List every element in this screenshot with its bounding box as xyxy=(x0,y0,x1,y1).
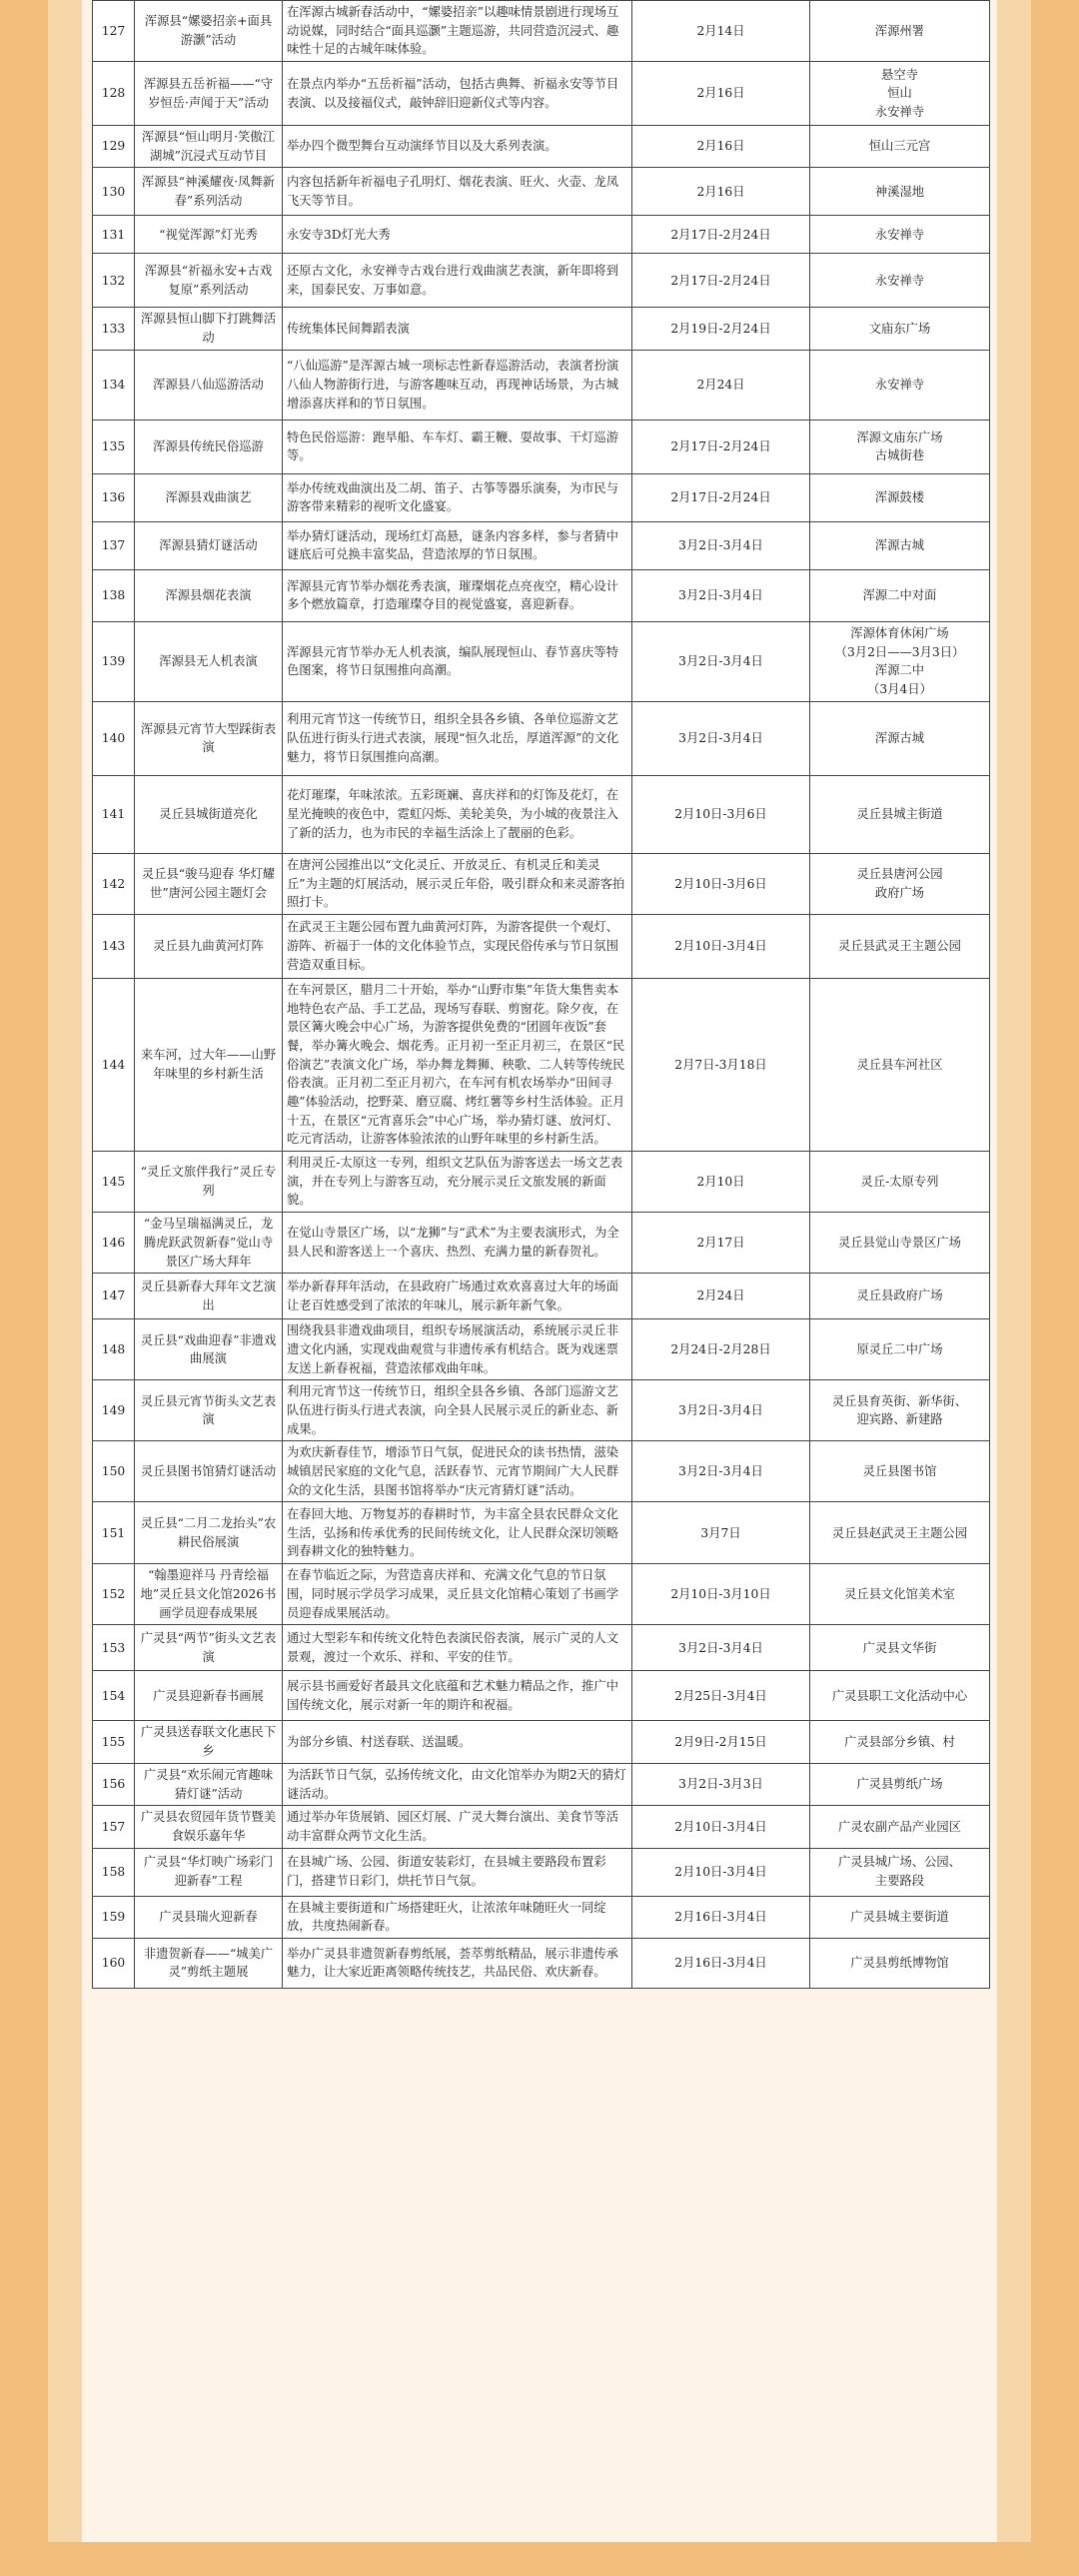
event-time: 2月10日-3月6日 xyxy=(632,775,810,853)
event-name: “翰墨迎祥马 丹青绘福地”灵丘县文化馆2026书画学员迎春成果展 xyxy=(135,1564,283,1625)
event-place xyxy=(810,216,990,254)
event-place-line: 神溪湿地 xyxy=(874,184,925,199)
event-time: 2月7日-3月18日 xyxy=(632,978,810,1151)
event-description: 利用元宵节这一传统节日，组织全县各乡镇、各单位巡游文艺队伍进行街头行进式表演，展现“恒久北岳，厚道浑源”的文化魅力，将节日氛围推向高潮。 xyxy=(283,701,632,775)
event-description: 举办新春拜年活动，在县政府广场通过欢欢喜喜过大年的场面让老百姓感受到了浓浓的年味儿，展示新年新气象。 xyxy=(283,1274,632,1319)
row-number: 135 xyxy=(93,420,135,473)
row-number: 156 xyxy=(93,1763,135,1805)
event-time: 2月16日 xyxy=(632,168,810,216)
event-description: 传统集体民间舞蹈表演 xyxy=(283,308,632,350)
event-description: 举办传统戏曲演出及二胡、笛子、古筝等器乐演奏，为市民与游客带来精彩的视听文化盛宴。 xyxy=(283,473,632,521)
event-place-line: 广灵县部分乡镇、村 xyxy=(844,1734,955,1749)
event-place xyxy=(810,1938,990,1988)
event-time: 2月9日-2月15日 xyxy=(632,1721,810,1763)
row-number: 139 xyxy=(93,621,135,701)
event-name: 浑源县“嫘婆招亲+面具游灏”活动 xyxy=(135,1,283,62)
event-place xyxy=(810,569,990,621)
event-place xyxy=(810,1,990,62)
event-description: 在县城主要街道和广场搭建旺火，让浓浓年味随旺火一同绽放，共度热闹新春。 xyxy=(283,1896,632,1938)
event-description: 围绕我县非遗戏曲项目，组织专场展演活动，系统展示灵丘非遗文化内涵，实现戏曲观赏与非遗传承有机结合。既为戏迷票友送上新春祝福，营造浓郁戏曲年味。 xyxy=(283,1319,632,1380)
event-name: 浑源县“神溪耀夜·凤舞新春”系列活动 xyxy=(135,168,283,216)
event-time: 3月2日-3月4日 xyxy=(632,521,810,569)
event-name: 灵丘县“骏马迎春 华灯耀世”唐河公园主题灯会 xyxy=(135,853,283,914)
event-name: 非遗贺新春——“城美广灵”剪纸主题展 xyxy=(135,1938,283,1988)
event-place-line: 主要路段 xyxy=(874,1874,925,1889)
event-time: 2月14日 xyxy=(632,1,810,62)
event-place-line: 政府广场 xyxy=(874,885,925,900)
event-time: 2月17日-2月24日 xyxy=(632,473,810,521)
table-row xyxy=(93,473,990,521)
event-time: 2月10日-3月10日 xyxy=(632,1564,810,1625)
table-row xyxy=(93,1152,990,1213)
event-place xyxy=(810,1213,990,1274)
event-description: 在车河景区，腊月二十开始，举办“山野市集”年货大集售卖本地特色农产品、手工艺品，现场写春联、剪窗花。除夕夜，在景区篝火晚会中心广场，为游客提供免费的“团圆年夜饭”套餐，举办篝火晚会、烟花秀。正月初一至正月初三，在景区“民俗演艺”表演文化广场，举办舞龙舞狮、秧歌、二人转等传统民俗表演。正月初二至正月初六，在车河有机农场举办“田间寻趣”体验活动，挖野菜、磨豆腐、烤红薯等乡村生活体验。正月十五，在景区“元宵喜乐会”中心广场，举办猜灯谜、放河灯、吃元宵活动，让游客体验浓浓的山野年味里的乡村新生活。 xyxy=(283,978,632,1151)
table-row xyxy=(93,126,990,168)
event-time: 2月24日 xyxy=(632,1274,810,1319)
events-table-body xyxy=(93,1,990,1989)
event-description: 举办四个微型舞台互动演绎节目以及大系列表演。 xyxy=(283,126,632,168)
event-place xyxy=(810,62,990,126)
event-name: 广灵县农贸园年货节暨美食娱乐嘉年华 xyxy=(135,1806,283,1848)
event-name: 浑源县八仙巡游活动 xyxy=(135,350,283,420)
event-time: 2月16日-3月4日 xyxy=(632,1938,810,1988)
event-place xyxy=(810,621,990,701)
event-place-line: 浑源文庙东广场 xyxy=(856,429,943,444)
event-place-line: 灵丘县育英街、新华街、 xyxy=(831,1393,968,1408)
event-place-line: 浑源体育休闲广场 xyxy=(850,625,949,640)
row-number: 137 xyxy=(93,521,135,569)
event-description: 在觉山寺景区广场，以“龙狮”与“武术”为主要表演形式，为全县人民和游客送上一个喜庆、热烈、充满力量的新春贺礼。 xyxy=(283,1213,632,1274)
event-place-line: 文庙东广场 xyxy=(868,321,931,336)
event-place xyxy=(810,853,990,914)
event-name: 灵丘县九曲黄河灯阵 xyxy=(135,914,283,978)
event-time: 2月24日 xyxy=(632,350,810,420)
table-row xyxy=(93,168,990,216)
event-description: 在春节临近之际，为营造喜庆祥和、充满文化气息的节日氛围，同时展示学员学习成果，灵丘县文化馆精心策划了书画学员迎春成果展活动。 xyxy=(283,1564,632,1625)
table-row xyxy=(93,914,990,978)
event-place xyxy=(810,168,990,216)
event-time: 3月2日-3月4日 xyxy=(632,701,810,775)
event-time: 2月10日-3月4日 xyxy=(632,1848,810,1896)
row-number: 150 xyxy=(93,1441,135,1502)
event-place-line: 灵丘县文化馆美术室 xyxy=(844,1587,955,1602)
event-time: 2月25日-3月4日 xyxy=(632,1671,810,1721)
event-place xyxy=(810,914,990,978)
table-row xyxy=(93,1806,990,1848)
event-description: 举办猜灯谜活动，现场红灯高悬，谜条内容多样，参与者猜中谜底后可兑换丰富奖品，营造浓厚的节日氛围。 xyxy=(283,521,632,569)
event-place xyxy=(810,978,990,1151)
event-name: 浑源县元宵节大型踩街表演 xyxy=(135,701,283,775)
event-place-line: 灵丘-太原专列 xyxy=(860,1174,939,1189)
event-description: 在唐河公园推出以“文化灵丘、开放灵丘、有机灵丘和美灵丘”为主题的灯展活动，展示灵丘年俗，吸引群众和来灵游客拍照打卡。 xyxy=(283,853,632,914)
event-place-line: 灵丘县赵武灵王主题公园 xyxy=(831,1525,968,1540)
row-number: 147 xyxy=(93,1274,135,1319)
row-number: 155 xyxy=(93,1721,135,1763)
table-row xyxy=(93,1,990,62)
event-time: 2月16日 xyxy=(632,126,810,168)
row-number: 132 xyxy=(93,254,135,308)
event-place-line: 永安禅寺 xyxy=(874,273,925,288)
event-description: 为部分乡镇、村送春联、送温暖。 xyxy=(283,1721,632,1763)
event-place xyxy=(810,1721,990,1763)
event-place-line: 广灵县文华街 xyxy=(862,1640,937,1655)
event-place xyxy=(810,521,990,569)
event-name: 灵丘县图书馆猜灯谜活动 xyxy=(135,1441,283,1502)
table-row xyxy=(93,350,990,420)
row-number: 160 xyxy=(93,1938,135,1988)
row-number: 157 xyxy=(93,1806,135,1848)
event-place-line: 迎宾路、新建路 xyxy=(856,1412,943,1427)
event-time: 3月2日-3月4日 xyxy=(632,1625,810,1671)
event-time: 2月10日-3月6日 xyxy=(632,853,810,914)
event-place xyxy=(810,775,990,853)
event-time: 2月17日-2月24日 xyxy=(632,216,810,254)
event-time: 2月17日-2月24日 xyxy=(632,254,810,308)
event-place xyxy=(810,701,990,775)
row-number: 149 xyxy=(93,1380,135,1441)
event-description: 还原古文化，永安禅寺古戏台进行戏曲演艺表演，新年即将到来，国泰民安、万事如意。 xyxy=(283,254,632,308)
event-name: 广灵县送春联文化惠民下乡 xyxy=(135,1721,283,1763)
row-number: 146 xyxy=(93,1213,135,1274)
event-description: 举办广灵县非遗贺新春剪纸展，荟萃剪纸精品，展示非遗传承魅力，让大家近距离领略传统技艺，共品民俗、欢庆新春。 xyxy=(283,1938,632,1988)
event-place-line: 灵丘县政府广场 xyxy=(856,1288,943,1303)
row-number: 151 xyxy=(93,1502,135,1564)
event-time: 2月24日-2月28日 xyxy=(632,1319,810,1380)
event-place xyxy=(810,254,990,308)
event-place xyxy=(810,1896,990,1938)
event-time: 3月2日-3月4日 xyxy=(632,1380,810,1441)
event-place-line: 浑源鼓楼 xyxy=(874,489,925,504)
table-row xyxy=(93,1763,990,1805)
event-name: 灵丘县城街道亮化 xyxy=(135,775,283,853)
table-row xyxy=(93,308,990,350)
row-number: 134 xyxy=(93,350,135,420)
event-place-line: 灵丘县武灵王主题公园 xyxy=(838,939,961,954)
event-time: 2月17日 xyxy=(632,1213,810,1274)
row-number: 144 xyxy=(93,978,135,1151)
table-row xyxy=(93,1441,990,1502)
event-time: 2月10日 xyxy=(632,1152,810,1213)
table-row xyxy=(93,254,990,308)
event-place-line: 浑源古城 xyxy=(874,730,925,745)
event-place xyxy=(810,1274,990,1319)
row-number: 158 xyxy=(93,1848,135,1896)
event-place-line: 广灵县职工文化活动中心 xyxy=(831,1688,968,1703)
event-place-line: 广灵县城主要街道 xyxy=(850,1909,949,1924)
event-place-line: （3月4日） xyxy=(867,682,932,696)
event-place xyxy=(810,420,990,473)
event-place-line: 浑源州署 xyxy=(874,23,925,38)
events-table xyxy=(92,0,990,1989)
row-number: 128 xyxy=(93,62,135,126)
table-row xyxy=(93,1564,990,1625)
event-description: 在浑源古城新春活动中，“嫘婆招亲”以趣味情景剧进行现场互动说媒，同时结合“面具巡灏”主题巡游，共同营造沉浸式、趣味性十足的古城年味体验。 xyxy=(283,1,632,62)
event-description: 通过举办年货展销、园区灯展、广灵大舞台演出、美食节等活动丰富群众两节文化生活。 xyxy=(283,1806,632,1848)
event-name: 浑源县无人机表演 xyxy=(135,621,283,701)
event-place-line: （3月2日——3月3日） xyxy=(834,644,965,659)
event-time: 2月10日-3月4日 xyxy=(632,1806,810,1848)
event-time: 3月2日-3月4日 xyxy=(632,621,810,701)
event-description: 特色民俗巡游：跑旱船、车车灯、霸王鞭、耍故事、干灯巡游等。 xyxy=(283,420,632,473)
event-name: 广灵县迎新春书画展 xyxy=(135,1671,283,1721)
row-number: 136 xyxy=(93,473,135,521)
event-name: 广灵县瑞火迎新春 xyxy=(135,1896,283,1938)
table-row xyxy=(93,978,990,1151)
row-number: 154 xyxy=(93,1671,135,1721)
table-row xyxy=(93,1938,990,1988)
table-row xyxy=(93,1319,990,1380)
right-border-strip xyxy=(997,0,1031,2542)
event-description: 在县城广场、公园、街道安装彩灯，在县城主要路段布置彩门，搭建节日彩门，烘托节日气氛。 xyxy=(283,1848,632,1896)
event-place-line: 恒山三元宫 xyxy=(868,139,931,154)
event-time: 2月16日 xyxy=(632,62,810,126)
event-place-line: 永安禅寺 xyxy=(874,227,925,242)
event-place xyxy=(810,1848,990,1896)
row-number: 127 xyxy=(93,1,135,62)
row-number: 159 xyxy=(93,1896,135,1938)
event-place xyxy=(810,1502,990,1564)
event-description: “八仙巡游”是浑源古城一项标志性新春巡游活动，表演者扮演八仙人物游街行进，与游客趣味互动，再现神话场景，为古城增添喜庆祥和的节日氛围。 xyxy=(283,350,632,420)
event-place-line: 浑源二中 xyxy=(874,663,925,678)
event-place-line: 浑源古城 xyxy=(874,537,925,552)
table-row xyxy=(93,1848,990,1896)
event-place-line: 浑源二中对面 xyxy=(862,587,937,602)
event-place-line: 永安禅寺 xyxy=(874,377,925,392)
event-name: 广灵县“华灯映广场彩门迎新春”工程 xyxy=(135,1848,283,1896)
event-place-line: 悬空寺 xyxy=(881,67,918,82)
event-name: “金马呈瑞福满灵丘，龙腾虎跃武贺新春”觉山寺景区广场大拜年 xyxy=(135,1213,283,1274)
row-number: 130 xyxy=(93,168,135,216)
event-place xyxy=(810,1152,990,1213)
table-row xyxy=(93,1274,990,1319)
event-name: 浑源县戏曲演艺 xyxy=(135,473,283,521)
event-description: 内容包括新年祈福电子孔明灯、烟花表演、旺火、火壶、龙凤飞天等节目。 xyxy=(283,168,632,216)
event-place xyxy=(810,1671,990,1721)
table-row xyxy=(93,420,990,473)
event-time: 2月16日-3月4日 xyxy=(632,1896,810,1938)
event-name: 浑源县传统民俗巡游 xyxy=(135,420,283,473)
event-name: 浑源县恒山脚下打跳舞活动 xyxy=(135,308,283,350)
event-description: 在春回大地、万物复苏的春耕时节，为丰富全县农民群众文化生活，弘扬和传承优秀的民间传统文化，让人民群众深切领略到春耕文化的独特魅力。 xyxy=(283,1502,632,1564)
event-name: 浑源县五岳祈福——“守岁恒岳·声闻于天”活动 xyxy=(135,62,283,126)
table-row xyxy=(93,1502,990,1564)
event-place xyxy=(810,308,990,350)
event-place-line: 灵丘县城主街道 xyxy=(856,806,943,821)
event-place xyxy=(810,1806,990,1848)
event-place-line: 灵丘县车河社区 xyxy=(856,1057,943,1072)
event-place xyxy=(810,1319,990,1380)
table-row xyxy=(93,853,990,914)
event-place xyxy=(810,1625,990,1671)
event-name: 灵丘县元宵节街头文艺表演 xyxy=(135,1380,283,1441)
event-name: 灵丘县“戏曲迎春”非遗戏曲展演 xyxy=(135,1319,283,1380)
event-time: 2月17日-2月24日 xyxy=(632,420,810,473)
event-time: 3月2日-3月3日 xyxy=(632,1763,810,1805)
event-time: 2月19日-2月24日 xyxy=(632,308,810,350)
left-border-strip xyxy=(48,0,82,2542)
table-row xyxy=(93,1721,990,1763)
event-name: 广灵县“两节”街头文艺表演 xyxy=(135,1625,283,1671)
event-time: 3月7日 xyxy=(632,1502,810,1564)
table-row xyxy=(93,1380,990,1441)
row-number: 145 xyxy=(93,1152,135,1213)
event-place xyxy=(810,1763,990,1805)
event-name: 广灵县“欢乐闹元宵趣味猜灯谜”活动 xyxy=(135,1763,283,1805)
row-number: 152 xyxy=(93,1564,135,1625)
table-row xyxy=(93,569,990,621)
event-time: 3月2日-3月4日 xyxy=(632,569,810,621)
event-description: 通过大型彩车和传统文化特色表演民俗表演，展示广灵的人文景观，渡过一个欢乐、祥和、平安的佳节。 xyxy=(283,1625,632,1671)
event-place-line: 广灵县剪纸博物馆 xyxy=(850,1956,949,1971)
event-place-line: 灵丘县图书馆 xyxy=(862,1464,937,1478)
row-number: 138 xyxy=(93,569,135,621)
row-number: 140 xyxy=(93,701,135,775)
event-place xyxy=(810,350,990,420)
event-description: 展示县书画爱好者最具文化底蕴和艺术魅力精品之作，推广中国传统文化，展示对新一年的期许和祝福。 xyxy=(283,1671,632,1721)
event-description: 永安寺3D灯光大秀 xyxy=(283,216,632,254)
event-description: 浑源县元宵节举办烟花秀表演，璀璨烟花点亮夜空，精心设计多个燃放篇章，打造璀璨夺目的视觉盛宴，喜迎新春。 xyxy=(283,569,632,621)
row-number: 153 xyxy=(93,1625,135,1671)
table-row xyxy=(93,701,990,775)
table-row xyxy=(93,1671,990,1721)
row-number: 133 xyxy=(93,308,135,350)
row-number: 141 xyxy=(93,775,135,853)
table-row xyxy=(93,1213,990,1274)
event-place-line: 古城街巷 xyxy=(874,448,925,463)
event-description: 为活跃节日气氛，弘扬传统文化，由文化馆举办为期2天的猜灯谜活动。 xyxy=(283,1763,632,1805)
event-name: 灵丘县“二月二龙抬头”农耕民俗展演 xyxy=(135,1502,283,1564)
event-place-line: 灵丘县唐河公园 xyxy=(856,867,943,882)
event-time: 2月10日-3月4日 xyxy=(632,914,810,978)
row-number: 143 xyxy=(93,914,135,978)
event-description: 为欢庆新春佳节，增添节日气氛，促进民众的读书热情，滋染城镇居民家庭的文化气息，活跃春节、元宵节期间广大人民群众的文化生活，县图书馆将举办“庆元宵猜灯谜”活动。 xyxy=(283,1441,632,1502)
event-place xyxy=(810,126,990,168)
table-row xyxy=(93,775,990,853)
event-place xyxy=(810,1441,990,1502)
event-place-line: 广灵农副产品产业园区 xyxy=(838,1819,961,1834)
table-row xyxy=(93,621,990,701)
event-place xyxy=(810,1564,990,1625)
event-description: 利用灵丘-太原这一专列，组织文艺队伍为游客送去一场文艺表演，并在专列上与游客互动，充分展示灵丘文旅发展的新面貌。 xyxy=(283,1152,632,1213)
event-place xyxy=(810,1380,990,1441)
event-description: 花灯璀璨，年味浓浓。五彩斑斓、喜庆祥和的灯饰及花灯，在星光掩映的夜色中，霓虹闪烁、美轮美奂，为小城的夜景注入了新的活力，也为市民的幸福生活涂上了靓丽的色彩。 xyxy=(283,775,632,853)
event-name: 浑源县猜灯谜活动 xyxy=(135,521,283,569)
event-description: 在武灵王主题公园布置九曲黄河灯阵，为游客提供一个观灯、游阵、祈福于一体的文化体验节点，实现民俗传承与节日氛围营造双重目标。 xyxy=(283,914,632,978)
event-place-line: 广灵县城广场、公园、 xyxy=(838,1855,961,1870)
table-row xyxy=(93,1896,990,1938)
event-description: 利用元宵节这一传统节日，组织全县各乡镇、各部门巡游文艺队伍进行街头行进式表演，向全县人民展示灵丘的新业态、新成果。 xyxy=(283,1380,632,1441)
table-row xyxy=(93,521,990,569)
event-name: 浑源县烟花表演 xyxy=(135,569,283,621)
event-description: 浑源县元宵节举办无人机表演，编队展现恒山、春节喜庆等特色图案，将节日氛围推向高潮。 xyxy=(283,621,632,701)
event-description: 在景点内举办“五岳祈福”活动，包括古典舞、祈福永安等节目表演、以及接福仪式，敲钟辞旧迎新仪式等内容。 xyxy=(283,62,632,126)
event-place-line: 原灵丘二中广场 xyxy=(856,1341,943,1356)
event-time: 3月2日-3月4日 xyxy=(632,1441,810,1502)
table-row xyxy=(93,1625,990,1671)
event-name: 浑源县“祈福永安+古戏复原”系列活动 xyxy=(135,254,283,308)
row-number: 142 xyxy=(93,853,135,914)
row-number: 129 xyxy=(93,126,135,168)
event-place-line: 灵丘县觉山寺景区广场 xyxy=(838,1235,961,1250)
event-name: “视觉浑源”灯光秀 xyxy=(135,216,283,254)
row-number: 131 xyxy=(93,216,135,254)
event-place xyxy=(810,473,990,521)
event-name: 来车河，过大年——山野年味里的乡村新生活 xyxy=(135,978,283,1151)
event-name: “灵丘文旅伴我行”灵丘专列 xyxy=(135,1152,283,1213)
event-name: 灵丘县新春大拜年文艺演出 xyxy=(135,1274,283,1319)
row-number: 148 xyxy=(93,1319,135,1380)
event-place-line: 恒山 xyxy=(887,86,912,101)
table-row xyxy=(93,62,990,126)
event-name: 浑源县“恒山明月·笑傲江湖城”沉浸式互动节目 xyxy=(135,126,283,168)
event-place-line: 广灵县剪纸广场 xyxy=(856,1777,943,1792)
table-row xyxy=(93,216,990,254)
event-place-line: 永安禅寺 xyxy=(874,104,925,119)
